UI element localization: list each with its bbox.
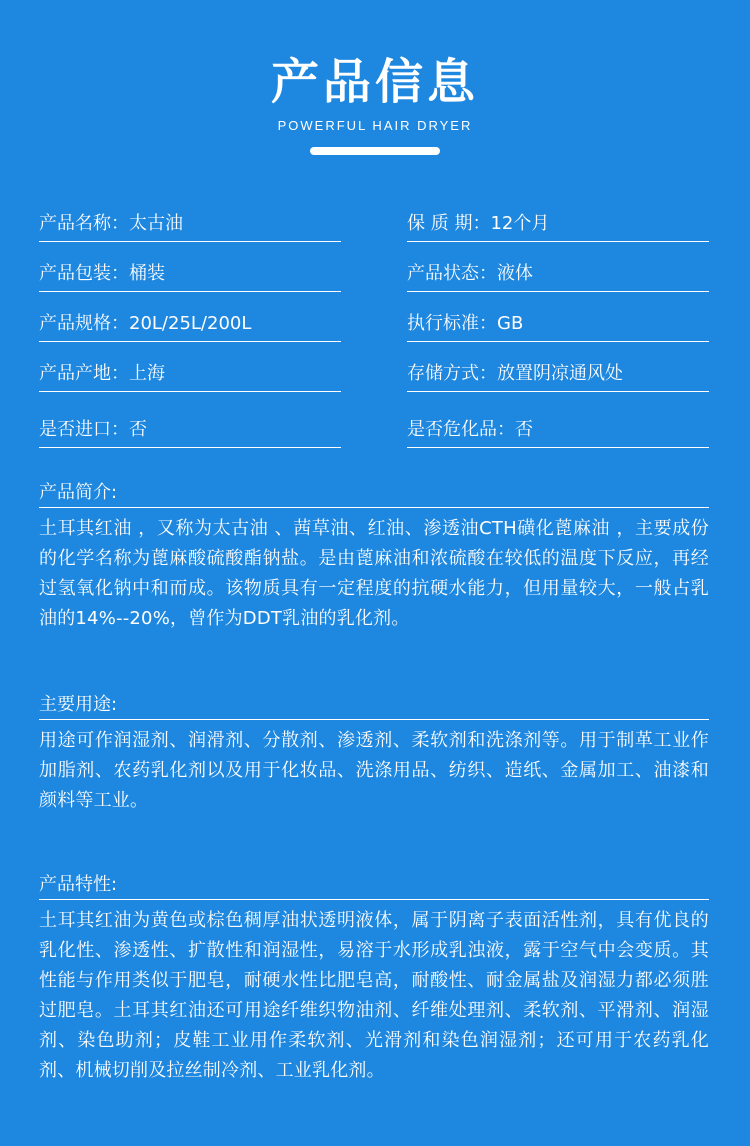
spec-row (39, 256, 709, 306)
spec-standard: 执行标准：GB (407, 306, 709, 342)
spec-origin: 产品产地：上海 (39, 356, 341, 392)
intro-label: 产品简介: (39, 478, 709, 508)
spec-row (39, 406, 709, 456)
spec-shelf-life: 保 质 期：12个月 (407, 206, 709, 242)
intro-section (39, 478, 709, 634)
spec-product-name: 产品名称：太古油 (39, 206, 341, 242)
spec-row (39, 206, 709, 256)
feature-label: 产品特性: (39, 870, 709, 900)
page-subtitle: POWERFUL HAIR DRYER (277, 118, 473, 133)
spec-packaging: 产品包装：桶装 (39, 256, 341, 292)
feature-section (39, 870, 709, 1086)
usage-label: 主要用途: (39, 690, 709, 720)
spec-size: 产品规格：20L/25L/200L (39, 306, 341, 342)
page-title: 产品信息 (270, 54, 479, 110)
usage-section (39, 690, 709, 816)
spec-imported: 是否进口：否 (39, 406, 341, 448)
usage-text: 用途可作润湿剂、润滑剂、分散剂、渗透剂、柔软剂和洗涤剂等。用于制革工业作加脂剂、农药乳化剂以及用于化妆品、洗涤用品、纺织、造纸、金属加工、油漆和颜料等工业。 (39, 730, 709, 811)
spec-grid (39, 206, 709, 456)
title-underline-bar (310, 147, 440, 155)
spec-state: 产品状态：液体 (407, 256, 709, 292)
page-header (0, 50, 750, 155)
spec-hazardous: 是否危化品：否 (407, 406, 709, 448)
intro-text: 土耳其红油 ，又称为太古油 、茜草油、红油、渗透油CTH磺化蓖麻油 ，主要成份的化学名称为蓖麻酸硫酸酯钠盐。是由蓖麻油和浓硫酸在较低的温度下反应，再经过氢氧化钠中和而成。该物质具有一定程度的抗硬水能力，但用量较大，一般占乳油的14%--20%，曾作为DDT乳油的乳化剂。 (39, 518, 709, 629)
spec-row (39, 356, 709, 406)
feature-text: 土耳其红油为黄色或棕色稠厚油状透明液体，属于阴离子表面活性剂，具有优良的乳化性、渗透性、扩散性和润湿性，易溶于水形成乳浊液，露于空气中会变质。其性能与作用类似于肥皂，耐硬水性比肥皂高，耐酸性、耐金属盐及润湿力都必须胜过肥皂。土耳其红油还可用途纤维织物油剂、纤维处理剂、柔软剂、平滑剂、润湿剂、染色助剂；皮鞋工业用作柔软剂、光滑剂和染色润湿剂；还可用于农药乳化剂、机械切削及拉丝制冷剂、工业乳化剂。 (39, 910, 709, 1081)
spec-row (39, 306, 709, 356)
spec-storage: 存储方式：放置阴凉通风处 (407, 356, 709, 392)
